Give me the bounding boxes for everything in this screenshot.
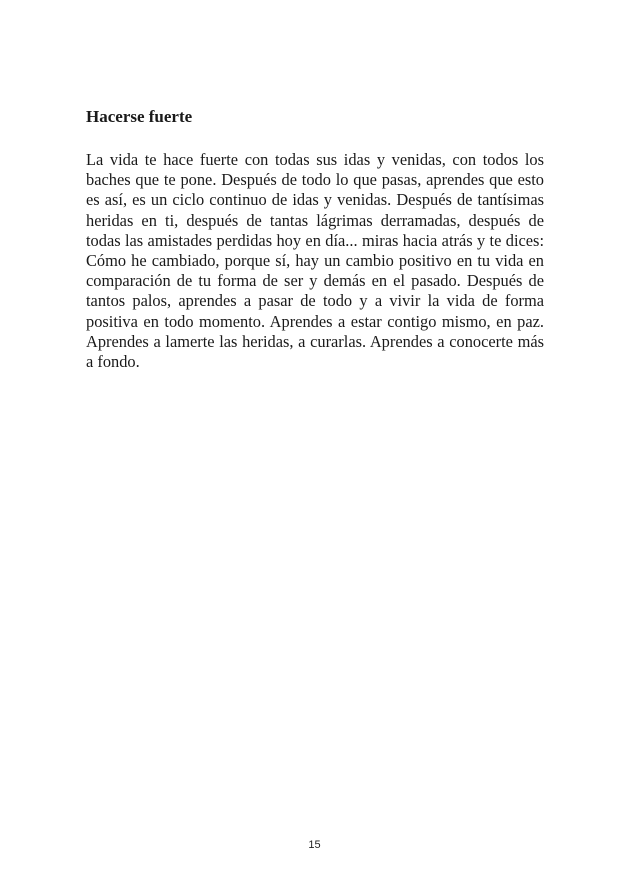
page-title: Hacerse fuerte [86, 107, 193, 126]
page-number: 15 [308, 839, 321, 851]
body-paragraph: La vida te hace fuerte con todas sus idas y venidas, con todos los baches que te pone. Después de todo lo que pasas, aprendes que esto es así, es un ciclo continuo de idas y venidas. Después de tantísimas heridas en ti, después de tantas lágrimas derramadas, después de todas las amistades perdidas hoy en día... miras hacia atrás y te dices: Cómo he cambiado, porque sí, hay un cambio positivo en tu vida en comparación de tu forma de ser y demás en el pasado. Después de tantos palos, aprendes a pasar de todo y a vivir la vida de forma positiva en todo momento. Aprendes a estar contigo mismo, en paz. Aprendes a lamerte las heridas, a curarlas. Aprendes a conocerte más a fondo. [86, 150, 544, 372]
